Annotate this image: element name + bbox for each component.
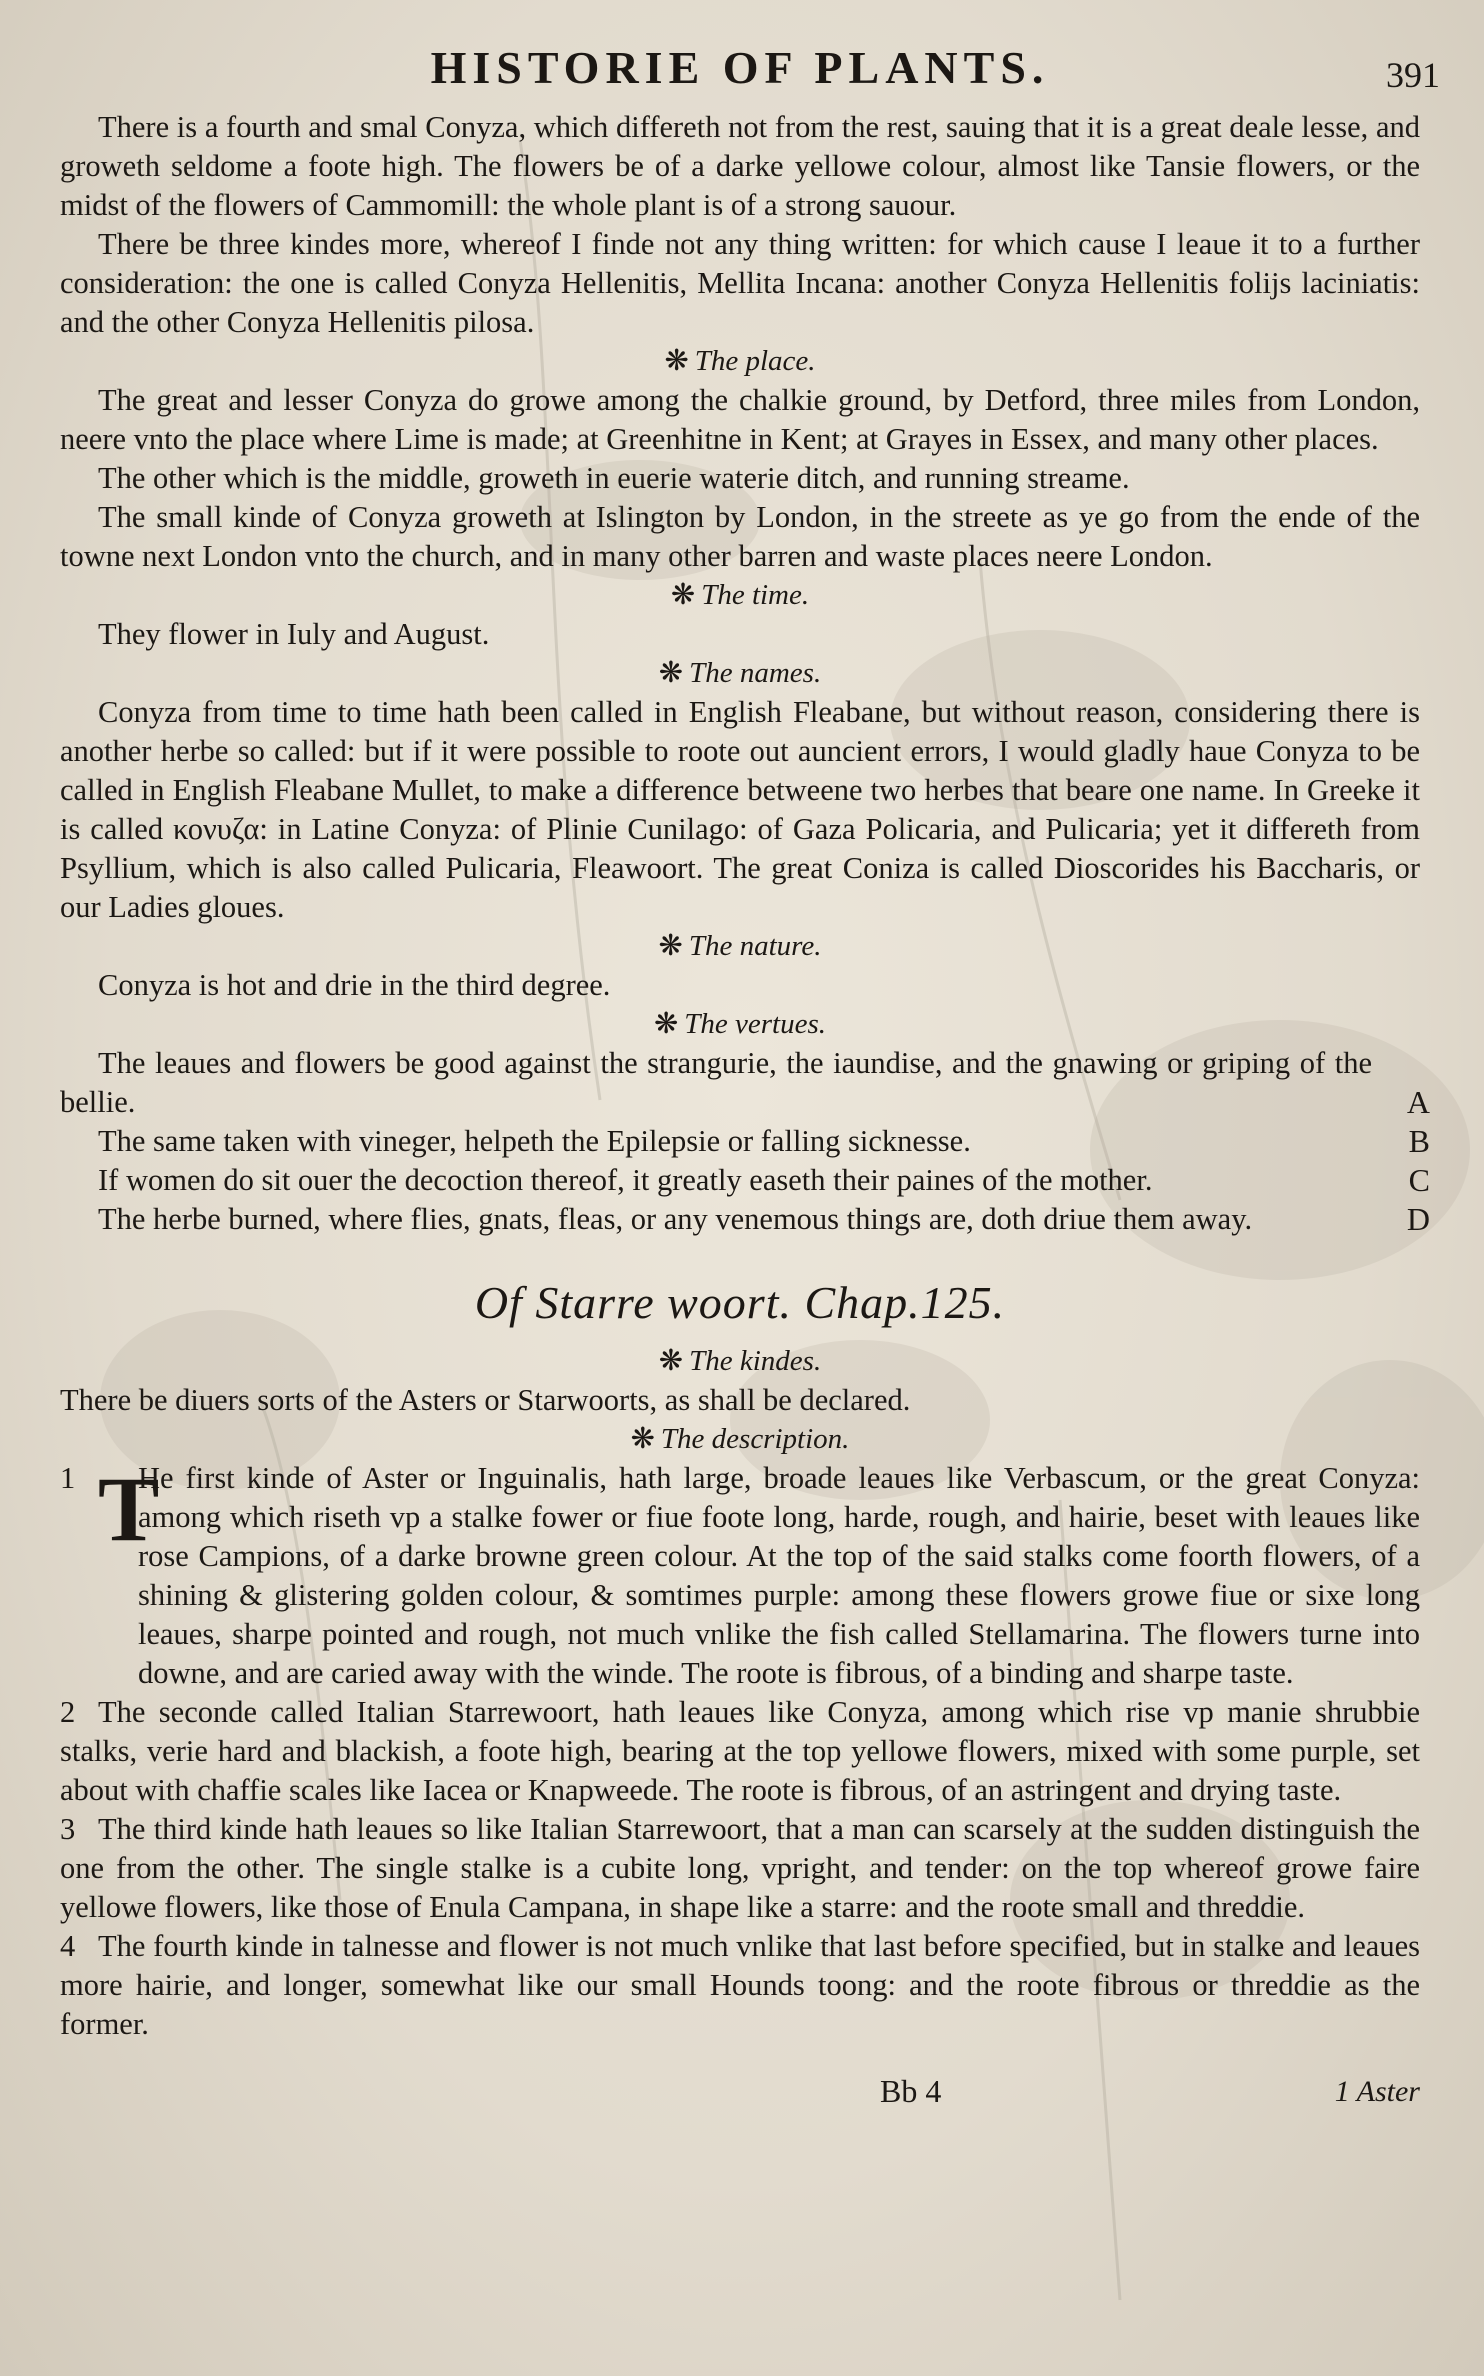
page-number: 391	[1386, 55, 1440, 95]
paragraph-three-kindes: There be three kindes more, whereof I finde not any thing written: for which cause I leaue it to a further consideration: the one is called Conyza Hellenitis, Mellita Incana: another Conyza Hellenitis folijs laciniatis: and the other Conyza Hellenitis pilosa.	[60, 227, 1420, 339]
item-number: 3	[60, 1812, 76, 1846]
vertue-item: The herbe burned, where flies, gnats, fleas, or any venemous things are, doth driue them away. D	[98, 1201, 1430, 1237]
asterisk-ornament-icon: ❋	[664, 345, 689, 377]
description-text: The third kinde hath leaues so like Italian Starrewoort, that a man can scarsely at the sudden distinguish the one from the other. The single stalke is a cubite long, vpright, and tender: on the top whereof growe faire yellowe flowers, like those of Enula Campana, in shape like a starre: and the roote small and threddie.	[60, 1812, 1420, 1924]
running-title: HISTORIE OF PLANTS.	[430, 42, 1050, 93]
vertue-item: If women do sit ouer the decoction thereof, it greatly easeth their paines of the mother. C	[98, 1162, 1430, 1198]
heading-the-place: ❋ The place.	[664, 345, 816, 377]
running-head	[60, 42, 1440, 108]
description-item-2	[60, 1693, 1420, 1810]
description-text: He first kinde of Aster or Inguinalis, hath large, broade leaues like Verbascum, or the great Conyza: among which riseth vp a stalke fower or fiue foote long, harde, rough, and hairie, beset with leaues like rose Campions, of a darke browne green colour. At the top of the said stalks come foorth flowers, of a shining & glistering golden colour, & somtimes purple: among these flowers growe fiue or sixe long leaues, sharpe pointed and rough, not much vnlike the fish called Stellamarina. The flowers turne into downe, and are caried away with the winde. The roote is fibrous, of a binding and sharpe taste.	[138, 1461, 1420, 1690]
asterisk-ornament-icon: ❋	[670, 579, 696, 611]
item-number: 4	[60, 1929, 76, 1963]
vertue-item: The same taken with vineger, helpeth the Epilepsie or falling sicknesse. B	[98, 1123, 1430, 1159]
catchword: 1 Aster	[1334, 2075, 1420, 2108]
chapter-title: Of Starre woort. Chap.125.	[474, 1277, 1006, 1328]
asterisk-ornament-icon: ❋	[653, 1008, 679, 1040]
asterisk-ornament-icon: ❋	[658, 930, 683, 962]
heading-the-nature: ❋ The nature.	[658, 930, 822, 962]
paragraph-place-2: The other which is the middle, groweth in euerie waterie ditch, and running streame.	[98, 461, 1130, 495]
item-number: 1	[60, 1461, 76, 1495]
paragraph-nature: Conyza is hot and drie in the third degree.	[98, 968, 611, 1002]
heading-the-names: ❋ The names.	[658, 657, 822, 689]
margin-letter: A	[1406, 1084, 1430, 1120]
heading-the-vertues: ❋ The vertues.	[653, 1008, 827, 1040]
paragraph-place-3: The small kinde of Conyza groweth at Islington by London, in the streete as ye go from the ende of the towne next London vnto the church, and in many other barren and waste places neere London.	[60, 500, 1420, 573]
description-item-4	[60, 1927, 1420, 2044]
asterisk-ornament-icon: ❋	[658, 1345, 684, 1377]
paragraph-time: They flower in Iuly and August.	[98, 617, 490, 651]
heading-the-time: ❋ The time.	[670, 579, 810, 611]
item-number: 2	[60, 1695, 76, 1729]
margin-letter: B	[1408, 1123, 1430, 1159]
paragraph-kindes: There be diuers sorts of the Asters or Starwoorts, as shall be declared.	[60, 1383, 911, 1417]
asterisk-ornament-icon: ❋	[630, 1423, 655, 1455]
margin-letter: D	[1406, 1201, 1430, 1237]
margin-letter: C	[1408, 1162, 1430, 1198]
paragraph-names: Conyza from time to time hath been called in English Fleabane, but without reason, considering there is another herbe so called: but if it were possible to roote out auncient errors, I would gladly haue Conyza to be called in English Fleabane Mullet, to make a difference betweene two herbes that beare one name. In Greeke it is called κονυζα: in Latine Conyza: of Plinie Cunilago: of Gaza Policaria, and Pulicaria; yet it differeth from Psyllium, which is also called Pulicaria, Fleawoort. The great Coniza is called Dioscorides his Baccharis, or our Ladies gloues.	[60, 695, 1420, 924]
description-item-3	[60, 1810, 1420, 1927]
description-text: The fourth kinde in talnesse and flower is not much vnlike that last before specified, but in stalke and leaues more hairie, and longer, somewhat like our small Hounds toong: and the roote fibrous or threddie as the former.	[60, 1929, 1420, 2041]
drop-cap: T	[98, 1458, 160, 1560]
signature-mark: Bb 4	[880, 2073, 942, 2109]
heading-the-description: ❋ The description.	[630, 1423, 850, 1455]
asterisk-ornament-icon: ❋	[658, 657, 684, 689]
description-item-1	[60, 1459, 1420, 1693]
page-footer	[60, 2062, 1420, 2122]
vertue-item: The leaues and flowers be good against the strangurie, the iaundise, and the gnawing or griping of the bellie. A	[60, 1046, 1430, 1120]
paragraph-place-1: The great and lesser Conyza do growe among the chalkie ground, by Detford, three miles from London, neere vnto the place where Lime is made; at Greenhitne in Kent; at Grayes in Essex, and many other places.	[60, 383, 1420, 456]
paragraph-fourth-conyza: There is a fourth and smal Conyza, which differeth not from the rest, sauing that it is a great deale lesse, and groweth seldome a foote high. The flowers be of a darke yellowe colour, almost like Tansie flowers, or the midst of the flowers of Cammomill: the whole plant is of a strong sauour.	[60, 110, 1420, 222]
description-text: The seconde called Italian Starrewoort, hath leaues like Conyza, among which rise vp manie shrubbie stalks, verie hard and blackish, a foote high, bearing at the top yellowe flowers, mixed with some purple, set about with chaffie scales like Iacea or Knapweede. The roote is fibrous, of an astringent and drying taste.	[60, 1695, 1420, 1807]
heading-the-kindes: ❋ The kindes.	[658, 1345, 822, 1377]
text-block	[60, 42, 1440, 2122]
